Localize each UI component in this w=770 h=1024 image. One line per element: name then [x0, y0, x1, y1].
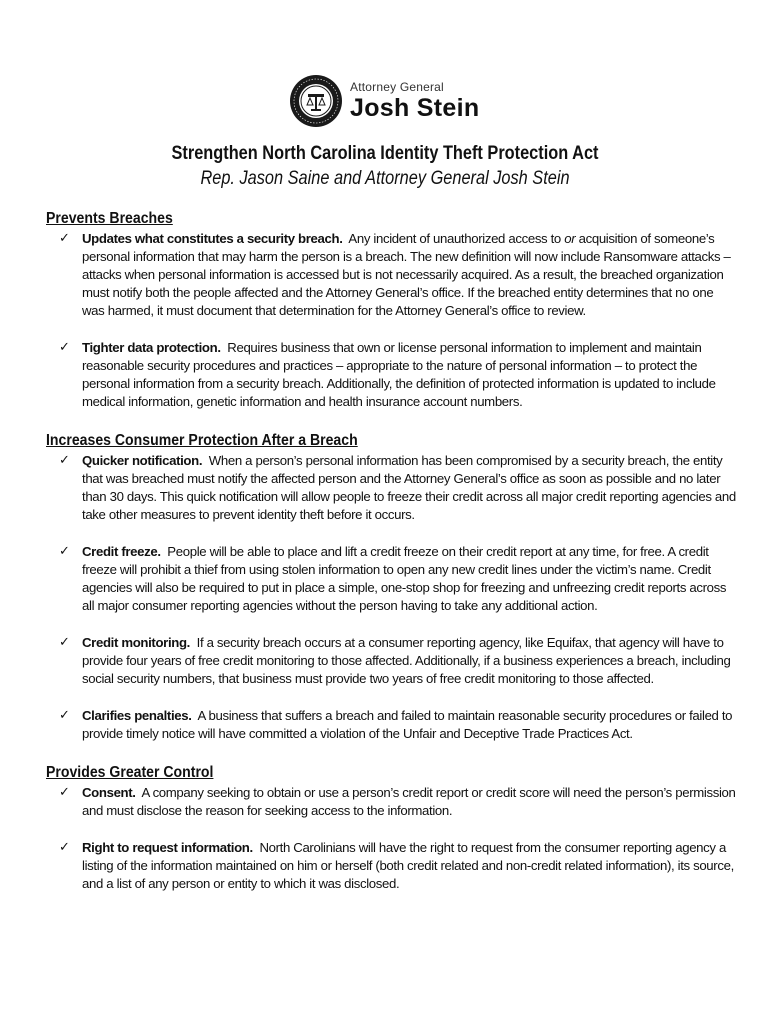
nc-department-of-justice-seal-icon — [289, 74, 343, 128]
checkmark-icon: ✓ — [59, 231, 70, 246]
item-lead: Credit freeze. — [82, 544, 161, 559]
checkmark-icon: ✓ — [59, 785, 70, 800]
header-logo — [289, 73, 479, 129]
checkmark-icon: ✓ — [59, 708, 70, 723]
logo-name: Josh Stein — [350, 94, 480, 122]
list-item: ✓ Credit monitoring. If a security breach occurs at a consumer reporting agency, like Equifax, that agency will have to provide four years of free credit monitoring to those affected. Additionally, if a business experiences a breach, including social security numbers, that business must provide two years of free credit monitoring to those affected. — [59, 635, 731, 686]
list-item: ✓ Credit freeze. People will be able to place and lift a credit freeze on their credit report at any time, for free. A credit freeze will prohibit a thief from using stolen information to open any new credit lines under the victim’s name. Credit agencies will also be required to put in place a simple, one-stop shop for freezing and unfreezing credit reports across all major consumer reporting agencies without the person having to take any additional action. — [59, 544, 727, 613]
checkmark-icon: ✓ — [59, 544, 70, 559]
section-consumer-protection — [46, 430, 736, 743]
item-lead: Clarifies penalties. — [82, 708, 192, 723]
item-lead: Right to request information. — [82, 840, 253, 855]
checkmark-icon: ✓ — [59, 635, 70, 650]
list-item: ✓ Clarifies penalties. A business that suffers a breach and failed to maintain reasonable security procedures or failed to provide timely notice will have committed a violation of the Unfair and Deceptive Trade Practices Act. — [59, 708, 733, 741]
checkmark-icon: ✓ — [59, 453, 70, 468]
document-title: Strengthen North Carolina Identity Theft Protection Act — [171, 143, 599, 164]
list-item: ✓ Tighter data protection. Requires business that own or license personal information to implement and maintain reasonable security procedures and practices – appropriate to the nature of personal information – to protect the personal information from a security breach. Additionally, the definition of protected information is updated to include medical information, genetic information and health insurance account numbers. — [59, 340, 716, 409]
list-item: ✓ Consent. A company seeking to obtain or use a person’s credit report or credit score will need the person’s permission and must disclose the reason for seeking access to the information. — [59, 785, 736, 818]
section-heading: Prevents Breaches — [46, 210, 173, 227]
list-item: ✓ Quicker notification. When a person’s personal information has been compromised by a security breach, the entity that was breached must notify the affected person and the Attorney General’s office as soon as possible and no later than 30 days. This quick notification will allow people to freeze their credit across all major credit reporting agencies and take other measures to prevent identity theft before it occurs. — [59, 453, 736, 522]
item-lead: Updates what constitutes a security breach. — [82, 231, 343, 246]
section-prevents-breaches — [46, 208, 736, 411]
list-item: ✓ Updates what constitutes a security breach. Any incident of unauthorized access to or acquisition of someone’s personal information that may harm the person is a breach. The new definition will now include Ransomware attacks – attacks when personal information is accessed but is not necessarily acquired. As a result, the breached organization must notify both the people affected and the Attorney General’s office. If the breached entity determines that no one was harmed, it must document that determination for the Attorney General’s office to review. — [59, 231, 731, 318]
document-subtitle: Rep. Jason Saine and Attorney General Josh Stein — [200, 168, 570, 189]
item-lead: Tighter data protection. — [82, 340, 221, 355]
checkmark-icon: ✓ — [59, 340, 70, 355]
logo-subtitle: Attorney General — [350, 80, 444, 94]
document-body — [46, 208, 736, 912]
item-lead: Consent. — [82, 785, 136, 800]
item-lead: Quicker notification. — [82, 453, 203, 468]
checkmark-icon: ✓ — [59, 840, 70, 855]
list-item: ✓ Right to request information. North Carolinians will have the right to request from the consumer reporting agency a listing of the information maintained on him or herself (both credit related and non-credit related information), its source, and a list of any person or entity to which it was disclosed. — [59, 840, 734, 891]
section-heading: Provides Greater Control — [46, 764, 214, 781]
section-greater-control — [46, 762, 736, 893]
section-heading: Increases Consumer Protection After a Breach — [46, 432, 358, 449]
item-lead: Credit monitoring. — [82, 635, 190, 650]
